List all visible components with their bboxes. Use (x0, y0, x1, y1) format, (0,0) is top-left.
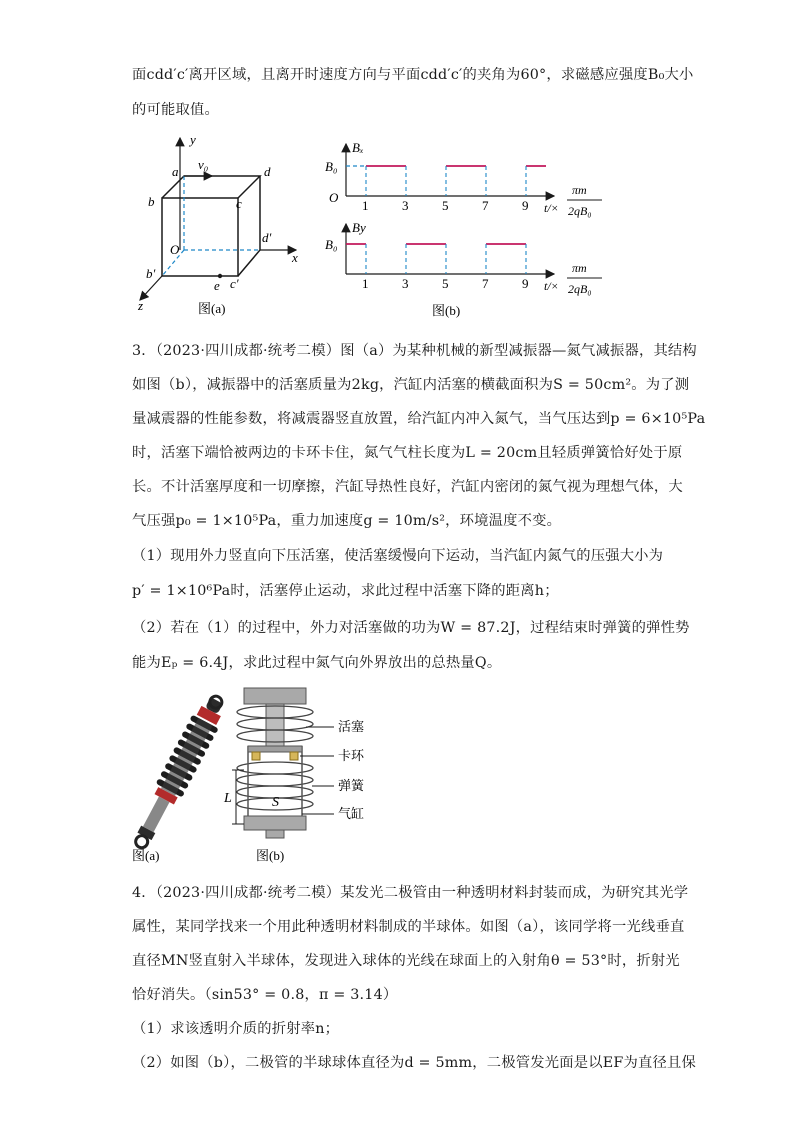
svg-text:a: a (172, 164, 179, 179)
svg-text:d′: d′ (262, 230, 272, 245)
p3-line-6: 气压强p₀ = 1×10⁵Pa，重力加速度g = 10m/s²，环境温度不变。 (132, 513, 562, 529)
problem2-text-line2: 的可能取值。 (132, 102, 219, 118)
svg-text:B₀: B₀ (325, 159, 338, 174)
p4-line-3: 直径MN竖直射入半球体，发现进入球体的光线在球面上的入射角θ = 53°时，折射光 (132, 953, 680, 969)
tick-label: 3 (402, 276, 409, 291)
p4-line-2: 属性，某同学找来一个用此种透明材料制成的半球体。如图（a），该同学将一光线垂直 (132, 919, 685, 935)
svg-text:2qB₀: 2qB₀ (568, 282, 592, 296)
svg-text:O: O (170, 242, 180, 257)
svg-text:活塞: 活塞 (338, 719, 365, 734)
svg-text:L: L (224, 791, 232, 806)
p3-line-4: 时，活塞下端恰被两边的卡环卡住，氮气气柱长度为L = 20cm且轻质弹簧恰好处于原 (132, 445, 683, 461)
tick-label: 5 (442, 198, 449, 213)
tick-label: 7 (482, 276, 489, 291)
fig-2b-caption: 图(b) (432, 303, 461, 318)
p3-line-5: 长。不计活塞厚度和一切摩擦，汽缸导热性良好，汽缸内密闭的氮气视为理想气体，大 (132, 479, 683, 495)
p4-line-4: 恰好消失。（sin53° = 0.8，π = 3.14） (132, 987, 398, 1003)
p3-line-2: 如图（b），减振器中的活塞质量为2kg，汽缸内活塞的横截面积为S = 50cm²。为了测 (132, 377, 690, 393)
svg-text:d: d (264, 164, 271, 179)
svg-text:πm: πm (572, 261, 587, 275)
svg-text:b′: b′ (146, 266, 156, 281)
svg-text:e: e (214, 278, 220, 293)
damper-schematic (222, 684, 382, 866)
p3-line-8: p′ = 1×10⁶Pa时，活塞停止运动，求此过程中活塞下降的距离h； (132, 583, 559, 599)
svg-text:S: S (272, 795, 279, 810)
svg-text:2qB₀: 2qB₀ (568, 204, 592, 218)
svg-text:卡环: 卡环 (338, 748, 365, 763)
p3-line-3: 量减震器的性能参数，将减震器竖直放置，给汽缸内冲入氮气，当气压达到p = 6×10⁵Pa (132, 411, 706, 427)
p3-line-1: 3．（2023·四川成都·统考二模）图（a）为某种机械的新型减振器—氮气减振器，其结构 (132, 343, 697, 359)
p3-line-7: （1）现用外力竖直向下压活塞，使活塞缓慢向下运动，当汽缸内氮气的压强大小为 (132, 548, 664, 564)
svg-text:πm: πm (572, 183, 587, 197)
svg-text:z: z (138, 298, 144, 313)
tick-label: 1 (362, 198, 369, 213)
svg-text:B₀: B₀ (325, 237, 338, 252)
problem2-text-line1: 面cdd′c′离开区域，且离开时速度方向与平面cdd′c′的夹角为60°，求磁感应强度B₀大小 (132, 67, 694, 83)
svg-text:弹簧: 弹簧 (338, 778, 365, 793)
svg-text:By: By (352, 220, 366, 235)
p4-line-5: （1）求该透明介质的折射率n； (132, 1021, 340, 1037)
p3-line-9: （2）若在（1）的过程中，外力对活塞做的功为W = 87.2J，过程结束时弹簧的弹性势 (132, 620, 690, 636)
tick-label: 9 (522, 276, 529, 291)
svg-text:c′: c′ (230, 276, 239, 291)
p4-line-1: 4．（2023·四川成都·统考二模）某发光二极管由一种透明材料封装而成，为研究其光学 (132, 885, 689, 901)
svg-text:Bₓ: Bₓ (352, 140, 364, 155)
svg-text:气缸: 气缸 (338, 806, 365, 821)
svg-text:O: O (329, 190, 339, 205)
field-time-graph (322, 132, 612, 322)
p4-line-6: （2）如图（b），二极管的半球球体直径为d = 5mm，二极管发光面是以EF为直径且保 (132, 1055, 696, 1071)
tick-label: 5 (442, 276, 449, 291)
svg-text:t/×: t/× (544, 279, 559, 293)
fig-3a-caption: 图(a) (132, 848, 160, 863)
p3-line-10: 能为Eₚ = 6.4J，求此过程中氮气向外界放出的总热量Q。 (132, 655, 502, 671)
svg-text:b: b (148, 194, 155, 209)
fig-3b-caption: 图(b) (256, 848, 285, 863)
svg-text:x: x (292, 250, 298, 265)
cube-figure (128, 130, 308, 320)
svg-text:t/×: t/× (544, 201, 559, 215)
tick-label: 9 (522, 198, 529, 213)
tick-label: 1 (362, 276, 369, 291)
svg-text:y: y (190, 132, 196, 147)
fig-2a-caption: 图(a) (198, 301, 226, 316)
svg-text:v₀: v₀ (198, 157, 209, 172)
tick-label: 7 (482, 198, 489, 213)
svg-text:c: c (236, 196, 242, 211)
tick-label: 3 (402, 198, 409, 213)
